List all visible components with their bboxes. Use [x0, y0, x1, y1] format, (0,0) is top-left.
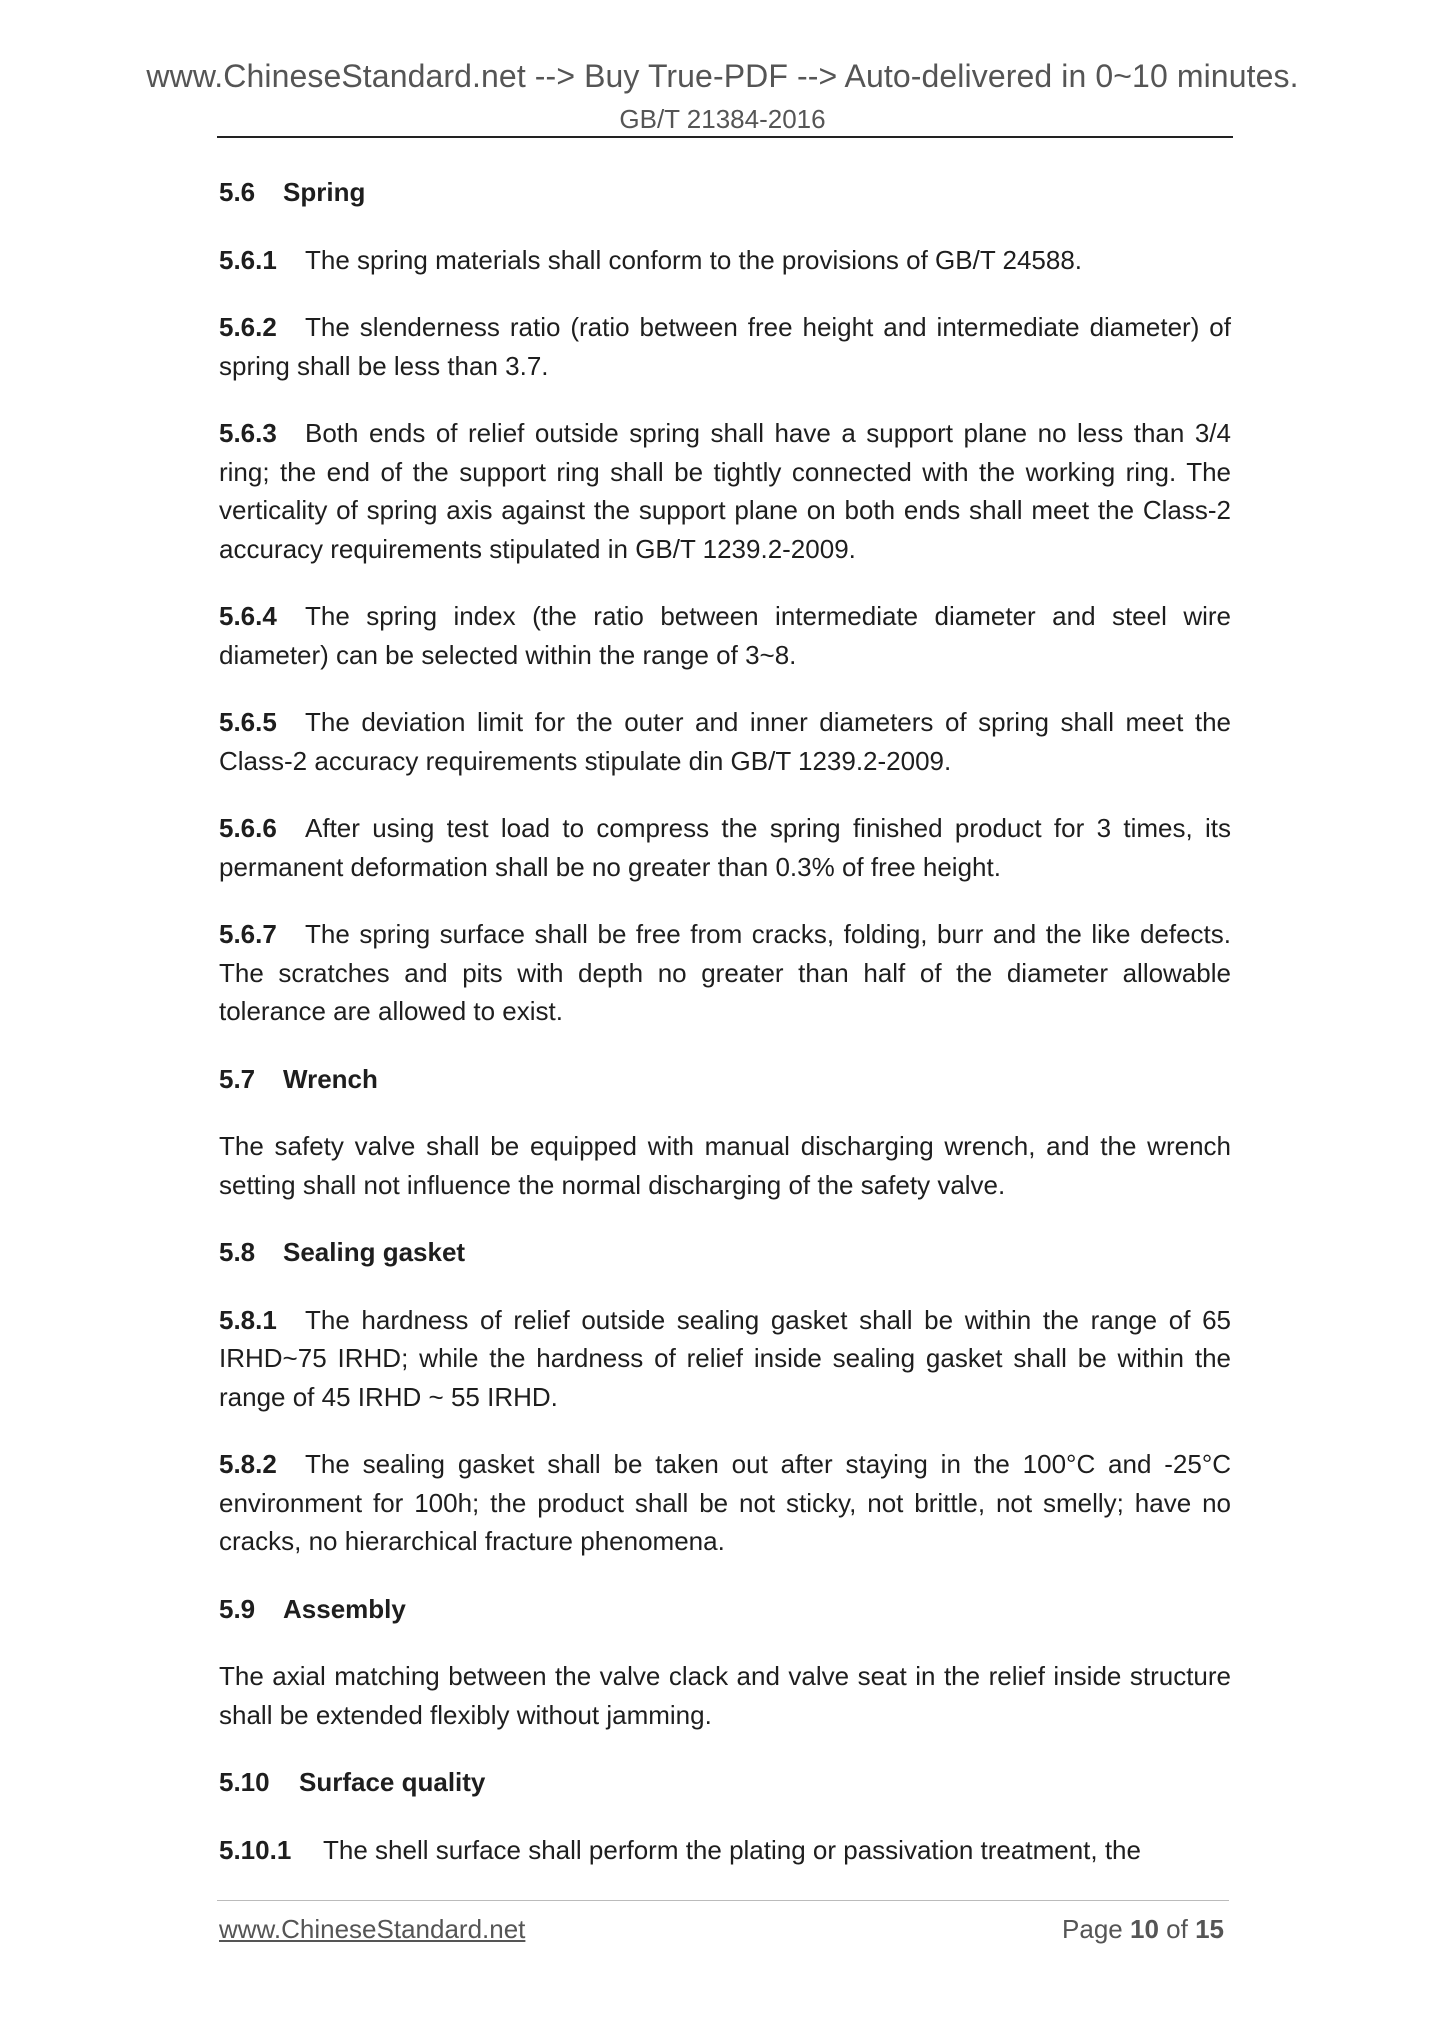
section-heading-5-6: 5.6 Spring	[219, 177, 366, 207]
footer-divider	[217, 1900, 1229, 1901]
clause-5-8-2: 5.8.2 The sealing gasket shall be taken out after staying in the 100°C and -25°C environment for 100h; the product shall be not sticky, not brittle, not smelly; have no cracks, no hierarchical fracture phenomena.	[219, 1449, 1231, 1556]
section-heading-5-10: 5.10 Surface quality	[219, 1767, 486, 1797]
clause-5-6-3: 5.6.3 Both ends of relief outside spring shall have a support plane no less than 3/4 ring; the end of the support ring shall be tightly connected with the working ring. The verticality of spring axis against the support plane on both ends shall meet the Class-2 accuracy requirements stipulated in GB/T 1239.2-2009.	[219, 418, 1231, 564]
section-heading-5-7: 5.7 Wrench	[219, 1063, 378, 1094]
clause-5-6-6: 5.6.6 After using test load to compress the spring finished product for 3 times, its permanent deformation shall be no greater than 0.3% of free height.	[219, 813, 1231, 882]
document-body	[219, 173, 1231, 1898]
clause-5-8-1: 5.8.1 The hardness of relief outside sealing gasket shall be within the range of 65 IRHD~75 IRHD; while the hardness of relief inside sealing gasket shall be within the range of 45 IRHD ~ 55 IRHD.	[219, 1304, 1231, 1412]
clause-5-6-4: 5.6.4 The spring index (the ratio between intermediate diameter and steel wire diameter) can be selected within the range of 3~8.	[219, 601, 1231, 670]
paragraph-5-7: The safety valve shall be equipped with manual discharging wrench, and the wrench setting shall not influence the normal discharging of the safety valve.	[219, 1131, 1231, 1200]
promo-banner: www.ChineseStandard.net --> Buy True-PDF --> Auto-delivered in 0~10 minutes.	[146, 58, 1299, 94]
standard-code: GB/T 21384-2016	[619, 104, 826, 134]
clause-5-6-7: 5.6.7 The spring surface shall be free from cracks, folding, burr and the like defects. The scratches and pits with depth no greater than half of the diameter allowable tolerance are allowed to exist.	[219, 919, 1231, 1026]
section-heading-5-8: 5.8 Sealing gasket	[219, 1237, 466, 1267]
section-heading-5-9: 5.9 Assembly	[219, 1593, 406, 1624]
clause-5-6-1: 5.6.1 The spring materials shall conform to the provisions of GB/T 24588.	[219, 244, 1083, 275]
page-number: Page 10 of 15	[1062, 1914, 1224, 1944]
clause-5-6-5: 5.6.5 The deviation limit for the outer and inner diameters of spring shall meet the Class-2 accuracy requirements stipulate din GB/T 1239.2-2009.	[219, 707, 1231, 776]
footer-website-link[interactable]: www.ChineseStandard.net	[219, 1914, 526, 1944]
paragraph-5-9: The axial matching between the valve clack and valve seat in the relief inside structure shall be extended flexibly without jamming.	[219, 1661, 1231, 1730]
clause-5-6-2: 5.6.2 The slenderness ratio (ratio between free height and intermediate diameter) of spring shall be less than 3.7.	[219, 312, 1231, 381]
header-divider	[217, 136, 1233, 138]
clause-5-10-1: 5.10.1 The shell surface shall perform the plating or passivation treatment, the	[219, 1834, 1141, 1865]
